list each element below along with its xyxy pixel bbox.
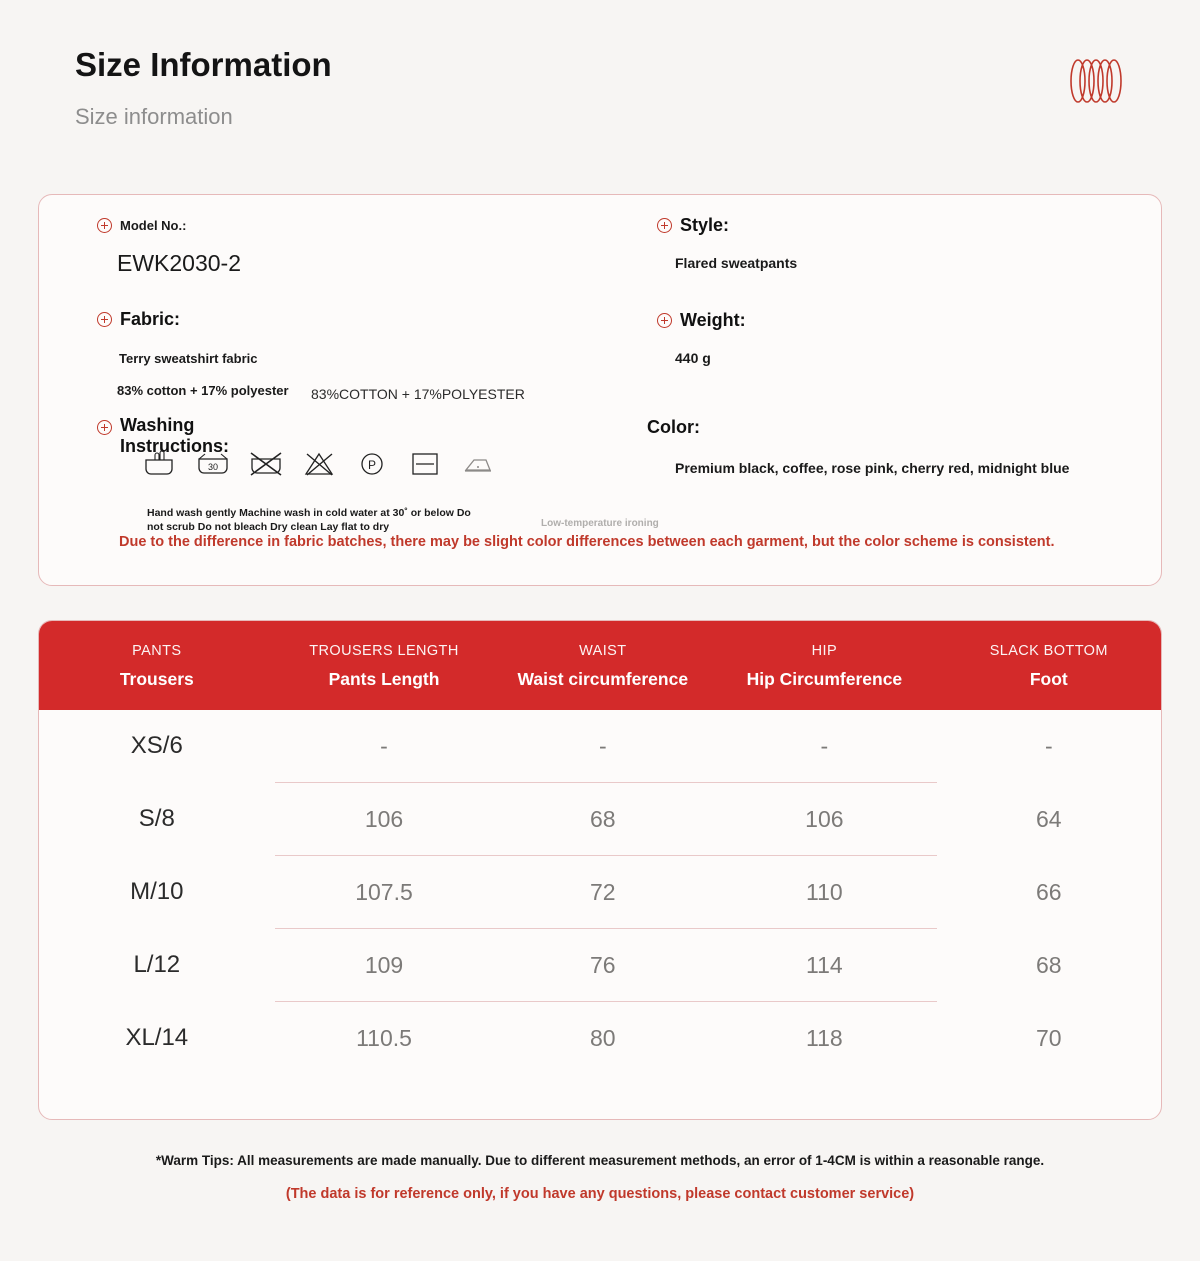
washing-instructions-text: Hand wash gently Machine wash in cold water at 30˚ or below Do not scrub Do not bleach Dry clean Lay flat to dry: [147, 507, 471, 534]
table-header-sub: SLACK BOTTOM: [989, 643, 1108, 659]
weight-value: 440 g: [675, 350, 711, 366]
size-label: S/8: [138, 805, 175, 832]
style-label: Style:: [680, 215, 730, 235]
cell-waist: 76: [493, 929, 712, 1002]
table-header-main: Trousers: [119, 669, 194, 689]
table-header-row: [39, 621, 1161, 710]
table-header-main: Pants Length: [328, 669, 440, 689]
model-value: EWK2030-2: [117, 250, 242, 276]
table-row: [39, 856, 1161, 929]
table-header-waist: [493, 621, 712, 710]
cell-waist: -: [493, 710, 712, 783]
table-header-trousers: [39, 621, 275, 710]
style-value: Flared sweatpants: [675, 255, 798, 271]
cell-hip: 106: [712, 783, 936, 856]
table-header-hip: [712, 621, 936, 710]
page-title: Size Information: [75, 46, 332, 83]
dry-clean-p-icon: [355, 450, 389, 478]
table-header-sub: HIP: [811, 643, 838, 659]
cell-hip: -: [712, 710, 936, 783]
cell-hip: 114: [712, 929, 936, 1002]
fabric-composition: 83% cotton + 17% polyester: [117, 383, 289, 398]
color-value: Premium black, coffee, rose pink, cherry red, midnight blue: [675, 460, 1070, 476]
brand-rings-logo: [1064, 55, 1128, 107]
cell-pants-length: 107.5: [275, 856, 494, 929]
fabric-label: Fabric:: [120, 309, 181, 329]
table-header-main: Hip Circumference: [746, 669, 903, 689]
svg-text:P: P: [367, 458, 377, 472]
cell-waist: 72: [493, 856, 712, 929]
table-header-main: Waist circumference: [517, 669, 689, 689]
weight-field: [657, 310, 746, 331]
model-label: Model No.:: [120, 218, 187, 233]
plus-icon: [657, 313, 672, 328]
table-row: [39, 710, 1161, 783]
cell-pants-length: 110.5: [356, 1024, 412, 1051]
cell-pants-length: 106: [275, 783, 494, 856]
ironing-text: Low-temperature ironing: [541, 518, 659, 529]
plus-icon: [97, 218, 112, 233]
cell-foot: 68: [1035, 951, 1062, 978]
washing-icons-group: [111, 450, 691, 534]
product-info-card: [38, 194, 1162, 586]
table-row: [39, 783, 1161, 856]
weight-label: Weight:: [680, 310, 746, 330]
table-header-sub: TROUSERS LENGTH: [309, 643, 459, 659]
table-header-sub: WAIST: [579, 643, 627, 659]
size-table: [38, 620, 1162, 1120]
hand-wash-icon: [143, 450, 177, 478]
lay-flat-dry-icon: [408, 450, 442, 478]
cell-foot: -: [1044, 732, 1053, 759]
cell-waist: 68: [493, 783, 712, 856]
table-header-sub: PANTS: [132, 643, 182, 659]
cell-waist: 80: [589, 1024, 616, 1051]
color-label: Color:: [647, 417, 700, 437]
size-label: M/10: [130, 878, 184, 905]
fabric-composition-alt: 83%COTTON + 17%POLYESTER: [311, 386, 525, 402]
page-subtitle: Size information: [75, 103, 233, 129]
table-row: [39, 929, 1161, 1002]
page-header: [0, 0, 1200, 130]
size-label: XS/6: [130, 732, 183, 759]
washing-label: Washing Instructions:: [120, 415, 230, 456]
size-label: L/12: [133, 951, 181, 978]
reference-note-text: (The data is for reference only, if you have any questions, please contact customer service): [285, 1186, 915, 1202]
plus-icon: [97, 420, 112, 435]
cell-foot: 66: [1035, 878, 1062, 905]
table-row: [39, 1002, 1161, 1075]
fabric-value: Terry sweatshirt fabric: [119, 351, 258, 366]
plus-icon: [657, 218, 672, 233]
cell-pants-length: 109: [275, 929, 494, 1002]
fabric-field: [97, 309, 180, 330]
model-field: [97, 218, 186, 233]
table-header-main: Foot: [1029, 669, 1068, 689]
do-not-scrub-icon: [249, 450, 283, 478]
cell-hip: 118: [806, 1024, 843, 1051]
table-header-foot: [937, 621, 1161, 710]
style-field: [657, 215, 729, 236]
low-temperature-iron-icon: [461, 450, 495, 478]
color-difference-note: Due to the difference in fabric batches, there may be slight color differences between each garment, but the color scheme is consistent.: [119, 534, 1055, 550]
table-header-pants-length: [275, 621, 494, 710]
plus-icon: [97, 312, 112, 327]
cell-foot: 70: [1035, 1024, 1062, 1051]
cell-foot: 64: [1035, 805, 1062, 832]
size-label: XL/14: [125, 1024, 189, 1051]
cell-pants-length: -: [275, 710, 494, 783]
svg-text:30: 30: [207, 462, 219, 472]
cell-hip: 110: [712, 856, 936, 929]
machine-wash-30-icon: [196, 450, 230, 478]
warm-tips-text: *Warm Tips: All measurements are made manually. Due to different measurement methods, an error of 1-4CM is within a reasonable range.: [155, 1153, 1045, 1168]
do-not-bleach-icon: [302, 450, 336, 478]
